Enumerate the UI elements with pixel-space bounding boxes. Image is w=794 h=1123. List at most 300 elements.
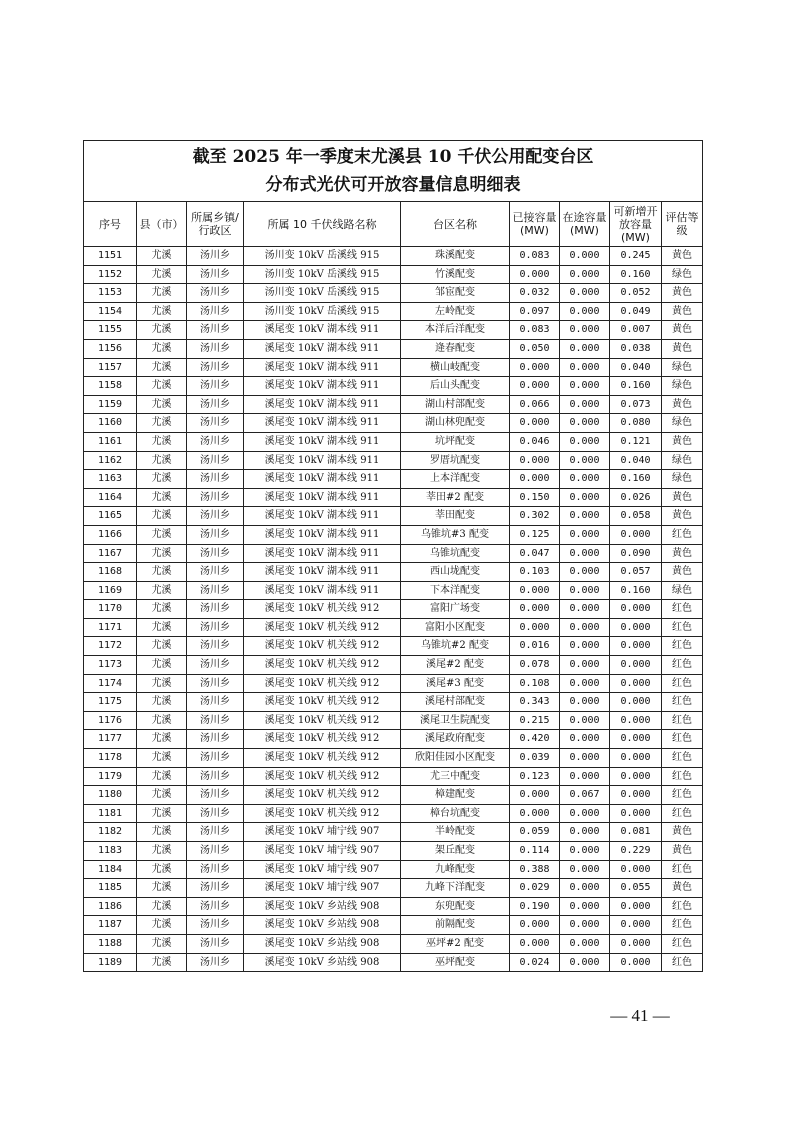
cell-township: 汤川乡	[187, 842, 244, 861]
cell-area-name: 欣阳佳园小区配变	[401, 749, 510, 768]
cell-index: 1159	[84, 395, 137, 414]
cell-connected: 0.059	[510, 823, 560, 842]
cell-open: 0.055	[610, 879, 662, 898]
cell-line-name: 溪尾变 10kV 机关线 912	[244, 730, 401, 749]
cell-area-name: 半岭配变	[401, 823, 510, 842]
cell-index: 1151	[84, 247, 137, 266]
cell-line-name: 溪尾变 10kV 机关线 912	[244, 804, 401, 823]
cell-area-name: 富阳小区配变	[401, 618, 510, 637]
cell-connected: 0.000	[510, 934, 560, 953]
cell-connected: 0.103	[510, 563, 560, 582]
cell-line-name: 溪尾变 10kV 机关线 912	[244, 600, 401, 619]
cell-connected: 0.050	[510, 339, 560, 358]
cell-line-name: 溪尾变 10kV 埔宁线 907	[244, 823, 401, 842]
cell-county: 尤溪	[137, 284, 187, 303]
cell-index: 1163	[84, 470, 137, 489]
cell-grade: 红色	[662, 934, 703, 953]
cell-pending: 0.000	[560, 934, 610, 953]
cell-grade: 红色	[662, 804, 703, 823]
cell-grade: 黄色	[662, 395, 703, 414]
cell-area-name: 尤三中配变	[401, 767, 510, 786]
page-number: — 41 —	[610, 1006, 670, 1025]
cell-area-name: 莘田配变	[401, 507, 510, 526]
cell-county: 尤溪	[137, 767, 187, 786]
cell-line-name: 溪尾变 10kV 湖本线 911	[244, 339, 401, 358]
cell-county: 尤溪	[137, 302, 187, 321]
cell-county: 尤溪	[137, 451, 187, 470]
cell-line-name: 溪尾变 10kV 湖本线 911	[244, 525, 401, 544]
cell-pending: 0.000	[560, 470, 610, 489]
cell-line-name: 溪尾变 10kV 机关线 912	[244, 786, 401, 805]
table-row	[84, 618, 703, 637]
cell-township: 汤川乡	[187, 247, 244, 266]
cell-county: 尤溪	[137, 860, 187, 879]
cell-open: 0.000	[610, 525, 662, 544]
cell-county: 尤溪	[137, 432, 187, 451]
cell-connected: 0.150	[510, 488, 560, 507]
table-row	[84, 711, 703, 730]
cell-township: 汤川乡	[187, 432, 244, 451]
header-area-name: 台区名称	[401, 202, 510, 247]
table-row	[84, 934, 703, 953]
cell-area-name: 溪尾#2 配变	[401, 656, 510, 675]
table-row	[84, 823, 703, 842]
cell-pending: 0.000	[560, 358, 610, 377]
cell-grade: 黄色	[662, 247, 703, 266]
cell-connected: 0.039	[510, 749, 560, 768]
table-row	[84, 730, 703, 749]
cell-open: 0.121	[610, 432, 662, 451]
cell-open: 0.000	[610, 804, 662, 823]
cell-pending: 0.000	[560, 804, 610, 823]
table-row	[84, 525, 703, 544]
cell-connected: 0.083	[510, 321, 560, 340]
cell-township: 汤川乡	[187, 674, 244, 693]
cell-township: 汤川乡	[187, 488, 244, 507]
cell-grade: 黄色	[662, 842, 703, 861]
table-row	[84, 953, 703, 972]
cell-index: 1187	[84, 916, 137, 935]
cell-index: 1160	[84, 414, 137, 433]
cell-township: 汤川乡	[187, 265, 244, 284]
cell-connected: 0.000	[510, 414, 560, 433]
cell-grade: 绿色	[662, 451, 703, 470]
cell-pending: 0.000	[560, 581, 610, 600]
cell-township: 汤川乡	[187, 897, 244, 916]
cell-township: 汤川乡	[187, 358, 244, 377]
cell-grade: 绿色	[662, 358, 703, 377]
cell-line-name: 溪尾变 10kV 湖本线 911	[244, 414, 401, 433]
cell-township: 汤川乡	[187, 600, 244, 619]
cell-line-name: 溪尾变 10kV 机关线 912	[244, 637, 401, 656]
cell-grade: 红色	[662, 618, 703, 637]
cell-index: 1175	[84, 693, 137, 712]
cell-township: 汤川乡	[187, 711, 244, 730]
cell-area-name: 左岭配变	[401, 302, 510, 321]
cell-connected: 0.078	[510, 656, 560, 675]
cell-connected: 0.000	[510, 600, 560, 619]
cell-pending: 0.000	[560, 618, 610, 637]
cell-township: 汤川乡	[187, 284, 244, 303]
cell-open: 0.160	[610, 581, 662, 600]
cell-index: 1164	[84, 488, 137, 507]
cell-area-name: 本洋后洋配变	[401, 321, 510, 340]
cell-index: 1166	[84, 525, 137, 544]
cell-connected: 0.029	[510, 879, 560, 898]
cell-line-name: 溪尾变 10kV 湖本线 911	[244, 544, 401, 563]
cell-pending: 0.000	[560, 488, 610, 507]
table-row	[84, 563, 703, 582]
cell-open: 0.038	[610, 339, 662, 358]
cell-index: 1176	[84, 711, 137, 730]
table-row	[84, 637, 703, 656]
cell-township: 汤川乡	[187, 823, 244, 842]
header-open-capacity: 可新增开放容量(MW)	[610, 202, 662, 247]
cell-open: 0.040	[610, 451, 662, 470]
cell-township: 汤川乡	[187, 730, 244, 749]
cell-grade: 红色	[662, 897, 703, 916]
cell-open: 0.000	[610, 897, 662, 916]
cell-county: 尤溪	[137, 953, 187, 972]
cell-connected: 0.000	[510, 265, 560, 284]
cell-grade: 黄色	[662, 823, 703, 842]
cell-county: 尤溪	[137, 823, 187, 842]
cell-index: 1170	[84, 600, 137, 619]
cell-county: 尤溪	[137, 377, 187, 396]
cell-index: 1174	[84, 674, 137, 693]
cell-index: 1154	[84, 302, 137, 321]
cell-grade: 红色	[662, 786, 703, 805]
table-row	[84, 860, 703, 879]
cell-township: 汤川乡	[187, 321, 244, 340]
cell-pending: 0.000	[560, 247, 610, 266]
cell-open: 0.000	[610, 711, 662, 730]
cell-area-name: 下本洋配变	[401, 581, 510, 600]
cell-grade: 红色	[662, 656, 703, 675]
cell-line-name: 溪尾变 10kV 机关线 912	[244, 693, 401, 712]
cell-grade: 黄色	[662, 284, 703, 303]
cell-area-name: 珠溪配变	[401, 247, 510, 266]
cell-area-name: 上本洋配变	[401, 470, 510, 489]
cell-pending: 0.000	[560, 674, 610, 693]
cell-connected: 0.000	[510, 581, 560, 600]
cell-pending: 0.000	[560, 339, 610, 358]
cell-index: 1177	[84, 730, 137, 749]
table-body	[84, 247, 703, 972]
cell-line-name: 溪尾变 10kV 机关线 912	[244, 767, 401, 786]
cell-area-name: 罗厝坑配变	[401, 451, 510, 470]
cell-connected: 0.000	[510, 916, 560, 935]
table-row	[84, 804, 703, 823]
cell-area-name: 横山岐配变	[401, 358, 510, 377]
table-row	[84, 767, 703, 786]
cell-township: 汤川乡	[187, 470, 244, 489]
cell-index: 1180	[84, 786, 137, 805]
header-township: 所属乡镇/行政区	[187, 202, 244, 247]
cell-township: 汤川乡	[187, 302, 244, 321]
cell-township: 汤川乡	[187, 879, 244, 898]
cell-open: 0.052	[610, 284, 662, 303]
cell-line-name: 溪尾变 10kV 埔宁线 907	[244, 842, 401, 861]
cell-township: 汤川乡	[187, 414, 244, 433]
cell-open: 0.040	[610, 358, 662, 377]
cell-grade: 红色	[662, 711, 703, 730]
table-row	[84, 656, 703, 675]
cell-pending: 0.000	[560, 544, 610, 563]
table-row	[84, 358, 703, 377]
cell-connected: 0.123	[510, 767, 560, 786]
title-line-2: 分布式光伏可开放容量信息明细表	[265, 175, 521, 195]
cell-grade: 红色	[662, 674, 703, 693]
cell-index: 1168	[84, 563, 137, 582]
cell-pending: 0.000	[560, 860, 610, 879]
cell-connected: 0.083	[510, 247, 560, 266]
table-row	[84, 674, 703, 693]
cell-county: 尤溪	[137, 693, 187, 712]
cell-area-name: 乌锥坑#2 配变	[401, 637, 510, 656]
cell-index: 1179	[84, 767, 137, 786]
header-index: 序号	[84, 202, 137, 247]
cell-area-name: 巫坪#2 配变	[401, 934, 510, 953]
cell-grade: 红色	[662, 767, 703, 786]
cell-connected: 0.016	[510, 637, 560, 656]
title-line-1: 截至 2025 年一季度末尤溪县 10 千伏公用配变台区	[192, 147, 594, 167]
cell-township: 汤川乡	[187, 934, 244, 953]
table-row	[84, 693, 703, 712]
header-county: 县（市）	[137, 202, 187, 247]
cell-county: 尤溪	[137, 934, 187, 953]
cell-index: 1183	[84, 842, 137, 861]
cell-area-name: 坑坪配变	[401, 432, 510, 451]
table-title	[84, 141, 703, 202]
cell-open: 0.000	[610, 916, 662, 935]
cell-county: 尤溪	[137, 581, 187, 600]
cell-county: 尤溪	[137, 395, 187, 414]
cell-index: 1165	[84, 507, 137, 526]
cell-grade: 红色	[662, 953, 703, 972]
table-row	[84, 507, 703, 526]
cell-connected: 0.000	[510, 377, 560, 396]
cell-township: 汤川乡	[187, 656, 244, 675]
cell-county: 尤溪	[137, 525, 187, 544]
cell-county: 尤溪	[137, 247, 187, 266]
cell-grade: 绿色	[662, 377, 703, 396]
cell-connected: 0.302	[510, 507, 560, 526]
cell-pending: 0.000	[560, 302, 610, 321]
header-connected-capacity: 已接容量(MW)	[510, 202, 560, 247]
table-row	[84, 916, 703, 935]
cell-area-name: 九峰配变	[401, 860, 510, 879]
table-row	[84, 749, 703, 768]
cell-open: 0.073	[610, 395, 662, 414]
cell-pending: 0.000	[560, 656, 610, 675]
cell-pending: 0.000	[560, 693, 610, 712]
cell-line-name: 溪尾变 10kV 乡站线 908	[244, 953, 401, 972]
cell-pending: 0.000	[560, 377, 610, 396]
cell-index: 1184	[84, 860, 137, 879]
cell-pending: 0.000	[560, 711, 610, 730]
cell-area-name: 架丘配变	[401, 842, 510, 861]
cell-pending: 0.000	[560, 767, 610, 786]
cell-index: 1156	[84, 339, 137, 358]
cell-index: 1189	[84, 953, 137, 972]
table-row	[84, 488, 703, 507]
cell-township: 汤川乡	[187, 395, 244, 414]
cell-line-name: 溪尾变 10kV 机关线 912	[244, 749, 401, 768]
cell-county: 尤溪	[137, 916, 187, 935]
cell-open: 0.081	[610, 823, 662, 842]
cell-county: 尤溪	[137, 488, 187, 507]
cell-area-name: 后山头配变	[401, 377, 510, 396]
cell-county: 尤溪	[137, 786, 187, 805]
cell-pending: 0.000	[560, 525, 610, 544]
cell-connected: 0.000	[510, 786, 560, 805]
cell-open: 0.057	[610, 563, 662, 582]
cell-index: 1161	[84, 432, 137, 451]
header-grade: 评估等级	[662, 202, 703, 247]
cell-open: 0.049	[610, 302, 662, 321]
cell-pending: 0.000	[560, 507, 610, 526]
cell-open: 0.000	[610, 637, 662, 656]
cell-county: 尤溪	[137, 656, 187, 675]
cell-line-name: 溪尾变 10kV 湖本线 911	[244, 581, 401, 600]
cell-line-name: 溪尾变 10kV 湖本线 911	[244, 451, 401, 470]
cell-pending: 0.000	[560, 600, 610, 619]
cell-area-name: 逄春配变	[401, 339, 510, 358]
cell-connected: 0.420	[510, 730, 560, 749]
cell-index: 1152	[84, 265, 137, 284]
cell-county: 尤溪	[137, 637, 187, 656]
cell-county: 尤溪	[137, 358, 187, 377]
cell-line-name: 溪尾变 10kV 湖本线 911	[244, 377, 401, 396]
cell-open: 0.000	[610, 953, 662, 972]
cell-county: 尤溪	[137, 321, 187, 340]
cell-county: 尤溪	[137, 339, 187, 358]
cell-line-name: 汤川变 10kV 岳溪线 915	[244, 265, 401, 284]
cell-connected: 0.125	[510, 525, 560, 544]
cell-county: 尤溪	[137, 618, 187, 637]
cell-township: 汤川乡	[187, 767, 244, 786]
cell-area-name: 九峰下洋配变	[401, 879, 510, 898]
cell-connected: 0.108	[510, 674, 560, 693]
cell-grade: 绿色	[662, 414, 703, 433]
cell-township: 汤川乡	[187, 618, 244, 637]
cell-open: 0.000	[610, 693, 662, 712]
cell-open: 0.160	[610, 470, 662, 489]
cell-pending: 0.067	[560, 786, 610, 805]
cell-line-name: 汤川变 10kV 岳溪线 915	[244, 247, 401, 266]
cell-pending: 0.000	[560, 897, 610, 916]
cell-connected: 0.000	[510, 451, 560, 470]
header-row	[84, 202, 703, 247]
cell-grade: 黄色	[662, 321, 703, 340]
cell-pending: 0.000	[560, 563, 610, 582]
cell-county: 尤溪	[137, 749, 187, 768]
cell-grade: 红色	[662, 730, 703, 749]
cell-grade: 红色	[662, 600, 703, 619]
cell-index: 1153	[84, 284, 137, 303]
cell-pending: 0.000	[560, 284, 610, 303]
cell-open: 0.000	[610, 786, 662, 805]
cell-grade: 绿色	[662, 265, 703, 284]
cell-area-name: 湖山林兜配变	[401, 414, 510, 433]
cell-area-name: 莘田#2 配变	[401, 488, 510, 507]
cell-connected: 0.097	[510, 302, 560, 321]
cell-county: 尤溪	[137, 674, 187, 693]
cell-pending: 0.000	[560, 953, 610, 972]
table-row	[84, 879, 703, 898]
cell-open: 0.160	[610, 265, 662, 284]
cell-index: 1172	[84, 637, 137, 656]
cell-line-name: 溪尾变 10kV 湖本线 911	[244, 432, 401, 451]
cell-open: 0.000	[610, 600, 662, 619]
cell-county: 尤溪	[137, 265, 187, 284]
cell-township: 汤川乡	[187, 377, 244, 396]
cell-pending: 0.000	[560, 432, 610, 451]
cell-township: 汤川乡	[187, 693, 244, 712]
cell-connected: 0.000	[510, 618, 560, 637]
cell-grade: 红色	[662, 693, 703, 712]
cell-index: 1171	[84, 618, 137, 637]
cell-open: 0.090	[610, 544, 662, 563]
cell-area-name: 前隔配变	[401, 916, 510, 935]
cell-index: 1182	[84, 823, 137, 842]
table-row	[84, 302, 703, 321]
cell-pending: 0.000	[560, 823, 610, 842]
cell-area-name: 溪尾#3 配变	[401, 674, 510, 693]
table-row	[84, 897, 703, 916]
cell-index: 1167	[84, 544, 137, 563]
cell-line-name: 溪尾变 10kV 湖本线 911	[244, 470, 401, 489]
table-row	[84, 432, 703, 451]
cell-area-name: 竹溪配变	[401, 265, 510, 284]
cell-index: 1181	[84, 804, 137, 823]
table-row	[84, 339, 703, 358]
table-row	[84, 544, 703, 563]
cell-township: 汤川乡	[187, 525, 244, 544]
table-row	[84, 265, 703, 284]
cell-open: 0.000	[610, 618, 662, 637]
cell-township: 汤川乡	[187, 749, 244, 768]
header-pending-capacity: 在途容量(MW)	[560, 202, 610, 247]
cell-county: 尤溪	[137, 507, 187, 526]
table-row	[84, 600, 703, 619]
cell-line-name: 溪尾变 10kV 埔宁线 907	[244, 860, 401, 879]
cell-open: 0.080	[610, 414, 662, 433]
cell-township: 汤川乡	[187, 916, 244, 935]
cell-open: 0.007	[610, 321, 662, 340]
cell-open: 0.000	[610, 749, 662, 768]
cell-open: 0.000	[610, 767, 662, 786]
cell-connected: 0.343	[510, 693, 560, 712]
cell-area-name: 樟台坑配变	[401, 804, 510, 823]
cell-grade: 红色	[662, 916, 703, 935]
cell-area-name: 邹宦配变	[401, 284, 510, 303]
table-row	[84, 395, 703, 414]
cell-county: 尤溪	[137, 804, 187, 823]
table-row	[84, 451, 703, 470]
cell-area-name: 乌锥坑配变	[401, 544, 510, 563]
cell-county: 尤溪	[137, 897, 187, 916]
cell-township: 汤川乡	[187, 786, 244, 805]
cell-township: 汤川乡	[187, 637, 244, 656]
cell-line-name: 溪尾变 10kV 机关线 912	[244, 711, 401, 730]
cell-connected: 0.190	[510, 897, 560, 916]
cell-open: 0.058	[610, 507, 662, 526]
cell-grade: 黄色	[662, 339, 703, 358]
table-row	[84, 470, 703, 489]
cell-pending: 0.000	[560, 321, 610, 340]
